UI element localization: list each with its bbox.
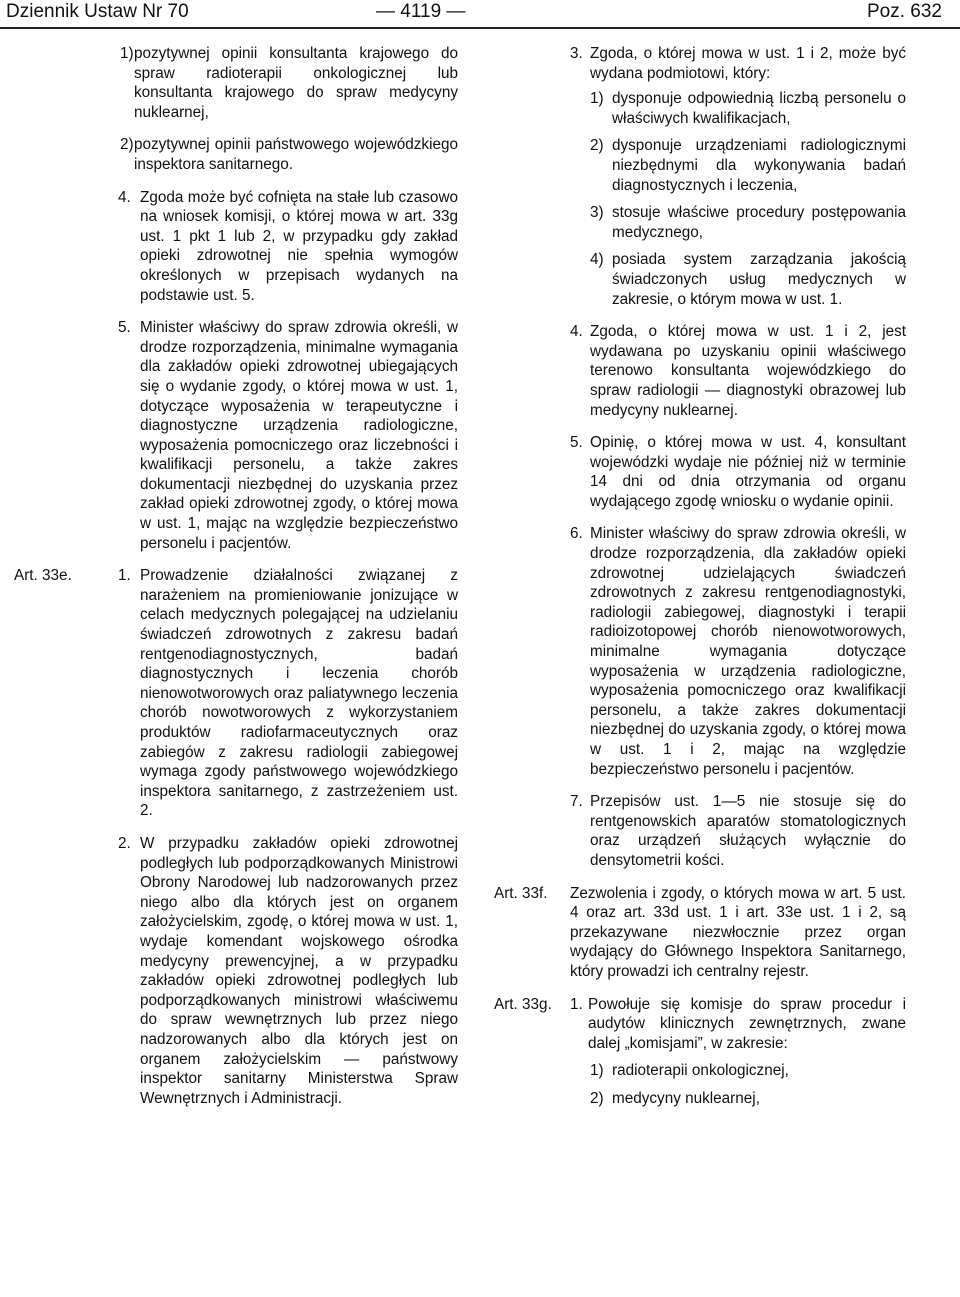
header-rule — [0, 27, 960, 29]
point-1-1: 1) pozytywnej opinii konsultanta krajowego do spraw radioterapii onkologicznej lub konsultanta krajowego do spraw medycyny nuklearnej, — [120, 45, 458, 121]
page-number: — 4119 — — [376, 1, 466, 22]
section-4-right: 4. Zgoda, o której mowa w ust. 1 i 2, jest wydawana po uzyskaniu opinii właściwego terenowo konsultanta wojewódzkiego do spraw radiologii — diagnostyki obrazowej lub medycyny nuklearnej. — [570, 323, 906, 419]
section-2: 2. W przypadku zakładów opieki zdrowotnej podległych lub podporządkowanych Ministrowi Obrony Narodowej lub nadzorowanych przez niego albo dla których jest on organem założycielskim, zgodę, o której mowa w ust. 1, wydaje komendant wojskowego ośrodka medycyny prewencyjnej, a w przypadku zakładów opieki zdrowotnej podległych lub podporządkowanych ministrowi właściwemu do spraw wewnętrznych lub przez niego nadzorowanych albo dla których jest on organem założycielskim — państwowy inspektor sanitarny Ministerstwa Spraw Wewnętrznych i Administracji. — [118, 834, 458, 1107]
section-5-right: 5. Opinię, o której mowa w ust. 4, konsultant wojewódzki wydaje nie później niż w terminie 14 dni od dnia otrzymania od organu wydającego zgodę wniosku o wydanie opinii. — [570, 434, 906, 510]
point-3-3: 3) stosuje właściwe procedury postępowania medycznego, — [590, 204, 906, 241]
article-33g: Art. 33g. 1. Powołuje się komisje do spraw procedur i audytów klinicznych zewnętrznych, zwane dalej „komisjami”, w zakresie: — [494, 995, 906, 1052]
point-3-2: 2) dysponuje urządzeniami radiologicznymi niezbędnymi dla wykonywania badań diagnostycznych i leczenia, — [590, 137, 906, 194]
point-g-2: 2) medycyny nuklearnej, — [590, 1089, 760, 1107]
article-33e: Art. 33e. 1. Prowadzenie działalności związanej z narażeniem na promieniowanie jonizujące w celach medycznych polegającej na udzielaniu świadczeń zdrowotnych z zakresu badań rentgenodiagnostycznych, badań diagnostycznych i leczenia chorób nienowotworowych oraz paliatywnego leczenia chorób nowotworowych z wykorzystaniem produktów radiofarmaceutycznych oraz zabiegów z zakresu radiologii zabiegowej wymaga zgody państwowego wojewódzkiego inspektora sanitarnego, z zastrzeżeniem ust. 2. — [14, 567, 458, 820]
journal-title: Dziennik Ustaw Nr 70 — [6, 1, 189, 22]
section-4: 4. Zgoda może być cofnięta na stałe lub czasowo na wniosek komisji, o której mowa w art. 33g ust. 1 pkt 1 lub 2, w przypadku gdy zakład opieki zdrowotnej nie spełnia wymogów określonych w przepisach wydanych na podstawie ust. 5. — [118, 188, 458, 304]
point-g-1: 1) radioterapii onkologicznej, — [590, 1062, 789, 1080]
section-3: 3. Zgoda, o której mowa w ust. 1 i 2, może być wydana podmiotowi, który: — [570, 45, 906, 82]
left-column — [14, 44, 458, 1121]
point-3-4: 4) posiada system zarządzania jakością świadczonych usług medycznych w zakresie, o którym mowa w ust. 1. — [590, 251, 906, 308]
article-33f: Art. 33f. Zezwolenia i zgody, o których mowa w art. 5 ust. 4 oraz art. 33d ust. 1 i art. 33e ust. 1 i 2, są przekazywane niezwłocznie przez organ wydający do Głównego Inspektora Sanitarnego, który prowadzi ich centralny rejestr. — [494, 884, 906, 980]
section-7: 7. Przepisów ust. 1—5 nie stosuje się do rentgenowskich aparatów stomatologicznych oraz urządzeń służących wyłącznie do densytometrii kości. — [570, 793, 906, 869]
point-3-1: 1) dysponuje odpowiednią liczbą personelu o właściwych kwalifikacjach, — [590, 90, 906, 127]
section-6: 6. Minister właściwy do spraw zdrowia określi, w drodze rozporządzenia, dla zakładów opieki zdrowotnej udzielających świadczeń zdrowotnych z zakresu rentgenodiagnostyki, radiologii zabiegowej, diagnostyki i terapii radioizotopowej chorób nienowotworowych, minimalne wymagania dotyczące wyposażenia w urządzenia radiologiczne, wyposażenia pomocniczego oraz kwalifikacji personelu, a także zakres dokumentacji niezbędnej do uzyskania zgody, o której mowa w ust. 1 i 2, mając na względzie bezpieczeństwo personelu i pacjentów. — [570, 525, 906, 778]
position-number: Poz. 632 — [867, 1, 942, 22]
page-header — [0, 0, 960, 30]
point-1-2: 2) pozytywnej opinii państwowego wojewódzkiego inspektora sanitarnego. — [120, 136, 458, 173]
section-5: 5. Minister właściwy do spraw zdrowia określi, w drodze rozporządzenia, minimalne wymagania dla zakładów opieki zdrowotnej ubiegających się o wydanie zgody, o której mowa w ust. 1, dotyczące wyposażenia w terapeutyczne i diagnostyczne urządzenia radiologiczne, wyposażenia pomocniczego oraz liczebności i kwalifikacji personelu, a także zakres dokumentacji niezbędnej do uzyskania przez zakład opieki zdrowotnej zgody, o której mowa w ust. 1, mając na względzie bezpieczeństwo personelu i pacjentów. — [118, 319, 458, 552]
right-column — [494, 44, 906, 1122]
